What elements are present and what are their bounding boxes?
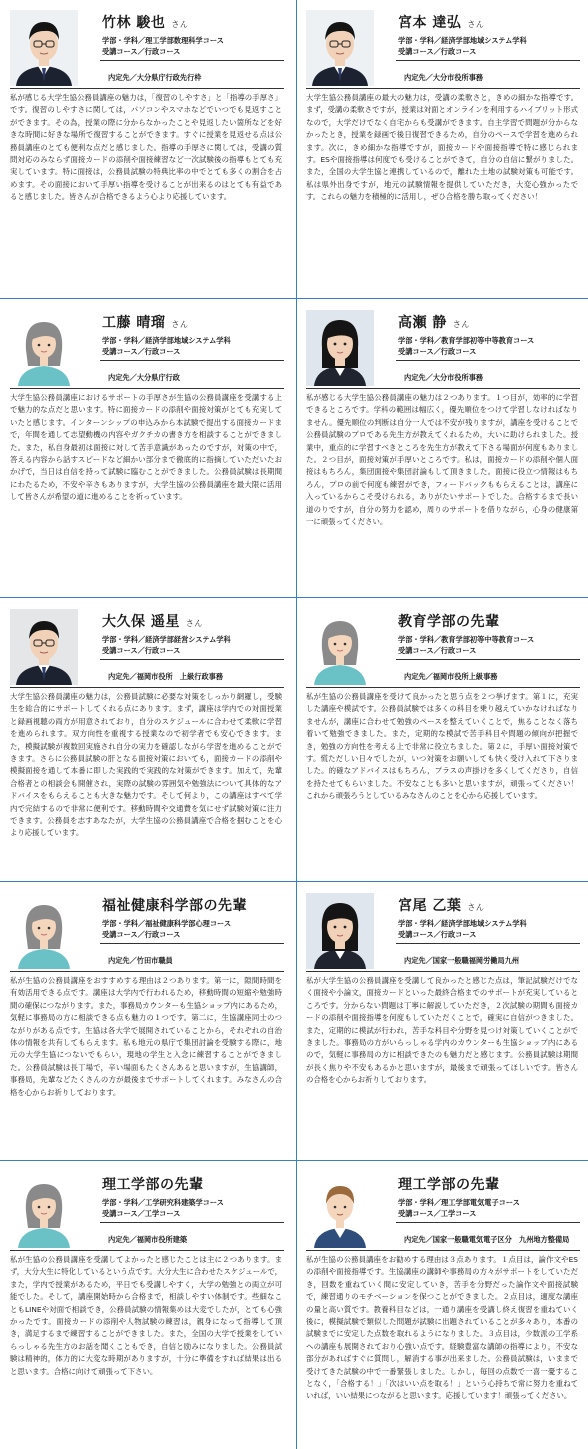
testimonial-text: 私が生協の公務員講座をお勧めする理由は３点あります。１点目は，論作文やESの添削や面接指導です。生協講座の講師や事務局の方々がサポートをしていただき，回数を重ねていく間に安定していき，苦手を分野だった論作文や面接試験で，練習通りのモチベーションを保つことができました。２点目は，適度な講座の量と高い質です。教養科目などは，一通り講座を受講し終え復習を重ねていく後に，模擬試験で類似した問題が試験に出題されていることが多々あり，本番の試験までに安定した点数を取れるようになりました。３点目は，少数派の工学系への講座も展開されており心強い点です。経験豊富な講師の指導により，不安な部分があればすぐに質問し，解消する事が出来ました。公務員試験は，いままで受けてきた試験の中で一番緊張しました。しかし，毎回の点数で一喜一憂することなく，「合格する！」「次はいい点を取る！」という心持ちで常に努力を重ねていれば，いい結果につながると思います。応援しています！頑張ってください。 — [306, 1255, 578, 1401]
testimonial-text: 私が生協の公務員講座を受けて良かったと思う点を２つ挙げます。第１に，充実した講座や模試です。公務員試験では多くの科目を乗り越えていかなければなりませんが，講座に合わせて勉強のペースを整えていくことで，焦ることなく落ち着いて勉強できました。また，定期的な模試で苦手科目や問題の傾向が把握でき，勉強の方向性を考える上で非常に役立ちました。第２に，手厚い面接対策です。慌ただしい日々でしたが，いつ対策をお願いしても快く受け入れて下さりました。的確なアドバイスはもちろん，プラスの声掛けを多くしてくださり，自信を持たせてもらいました。不安なことも多いと思いますが，頑張ってください！これから頑張ろうとしているみなさんのことを心から応援しています。 — [306, 692, 578, 801]
portrait-photo — [306, 10, 374, 86]
testimonial-card — [4, 1164, 288, 1447]
divider — [100, 659, 284, 660]
column-divider — [296, 0, 297, 1449]
course-label: 受講コース／行政コース — [102, 47, 181, 56]
person-name: 教育学部の先輩 — [398, 614, 500, 630]
portrait-photo — [306, 310, 374, 386]
person-name: 理工学部の先輩 — [102, 1177, 204, 1193]
person-name: 竹林 駿也 さん — [102, 15, 189, 31]
course-label: 受講コース／行政コース — [398, 646, 477, 655]
person-name: 宮尾 乙葉 さん — [398, 898, 485, 914]
portrait-photo — [10, 10, 78, 86]
course-label: 受講コース／工学コース — [102, 1209, 181, 1218]
person-name: 理工学部の先輩 — [398, 1177, 500, 1193]
avatar-illustration — [10, 1172, 78, 1248]
divider — [306, 88, 580, 89]
job-offer-label: 内定先／大分県庁行政 — [108, 373, 180, 382]
divider — [396, 943, 580, 944]
person-name: 大久保 遥星 さん — [102, 614, 203, 630]
course-label: 受講コース／工学コース — [398, 1209, 477, 1218]
testimonial-card — [300, 1164, 584, 1447]
department-label: 学部・学科／教育学部初等中等教育コース — [398, 336, 535, 345]
job-offer-label: 内定先／大分県庁行政先行枠 — [108, 73, 202, 82]
avatar-illustration — [306, 1172, 374, 1248]
department-label: 学部・学科／理工学部電気電子コース — [398, 1198, 520, 1207]
divider — [396, 60, 580, 61]
person-name: 宮本 達弘 さん — [398, 15, 485, 31]
testimonial-card — [4, 302, 288, 594]
course-label: 受講コース／行政コース — [398, 930, 477, 939]
divider — [306, 1250, 580, 1251]
divider — [100, 360, 284, 361]
job-offer-label: 内定先／国家一般職福岡労働局九州 — [404, 956, 520, 965]
department-label: 学部・学科／経済学部地域システム学科 — [398, 36, 527, 45]
testimonial-card — [300, 302, 584, 594]
testimonial-card — [4, 2, 288, 294]
testimonial-card — [300, 601, 584, 879]
honorific: さん — [467, 903, 485, 912]
honorific: さん — [452, 320, 470, 329]
divider — [396, 360, 580, 361]
avatar-illustration — [10, 310, 78, 386]
testimonial-text: 私が感じる大学生協公務員講座の魅力は２つあります。１つ目が，効率的に学習できるところです。学科の範囲は幅広く，優先順位をつけて学習しなければなりません。優先順位の判断は自分一人では不安が残りますが，講座を受けることで公務員試験のプロである先生方が教えてくれるため，大いに助けられました。授業中，重点的に学習すべきところを先生方が教えて下さる場面が何度もありました。２つ目が，面接対策が手厚いところです。私は，面接カードの添削や個人面接はもちろん，集団面接や集団討論もして頂きました。面接に役立つ情報はもちろん，プロの前で何度も練習ができ，フィードバックももらえることは，講座に入っているからこそ受けられる，ありがたいサポートでした。合格するまで長い道のりですが，自分の努力を認め，周りのサポートを借りながら，心身の健康第一に頑張ってください。 — [306, 393, 578, 527]
divider — [100, 1222, 284, 1223]
divider — [396, 1222, 580, 1223]
department-label: 学部・学科／経済学部地域システム学科 — [102, 336, 231, 345]
job-offer-label: 内定先／福岡市役所上級事務 — [404, 672, 498, 681]
divider — [306, 971, 580, 972]
divider — [10, 971, 284, 972]
department-label: 学部・学科／工学研究科建築学コース — [102, 1198, 224, 1207]
course-label: 受講コース／行政コース — [102, 646, 181, 655]
testimonial-card — [300, 885, 584, 1158]
person-name: 福祉健康科学部の先輩 — [102, 898, 247, 914]
course-label: 受講コース／行政コース — [102, 347, 181, 356]
testimonial-text: 私が感じる大学生協公務員講座の魅力は，「復習のしやすさ」と「指導の手厚さ」です。復習のしやすさに関しては，パソコンやスマホなどでいつでも見返すことができます。その為，授業の際に分からなかったことや見返したい箇所などを好きな時間に好きな場所で復習することができます。すぐに授業を見返せる点は公務員講座のとても便利な点だと感じました。指導の手厚さに関しては，受講の質問対応のみならず面接カードの添削や面接練習など一次試験後の指導もとても充実しています。特に面接は，公務員試験の特典比率の中でとても多くの割合を占めます。その面接において手厚い指導を受けることが出来るのはとても有益であると感じました。皆さんが合格できるよう心より応援しています。 — [10, 93, 282, 202]
divider — [10, 388, 284, 389]
testimonial-card — [4, 601, 288, 879]
job-offer-label: 内定先／福岡市役所建築 — [108, 1235, 188, 1244]
row-divider — [0, 1160, 588, 1161]
person-name: 工藤 晴瑠 さん — [102, 315, 189, 331]
job-offer-label: 内定先／福岡市役所 上級行政事務 — [108, 672, 224, 681]
honorific: さん — [171, 20, 189, 29]
row-divider — [0, 881, 588, 882]
testimonial-text: 大学生協公務員講座の魅力は，公務員試験に必要な対策をしっかり網羅し，受験生を総合的にサポートしてくれる点にあります。まず，講座は学内での対面授業と録画視聴の両方が用意されており，自分のスケジュールに合わせて柔軟に学習を進められます。双方向性を重視する授業なので初学者でも安心できます。また，模擬試験が複数回実施され自分の実力を確認しながら学習を進めることができます。さらに公務員試験の肝となる面接対策においても，面接カードの添削や模擬面接を通して本番に即した実践的で実践的な対策ができます。加えて，先輩合格者との相談会も開催され，実際の試験の雰囲気や勉強法について具体的なアドバイスをもらえることも大きな魅力です。そして何より，この講座はすべて学内で完結するので非常に便利です。移動時間や交通費を気にせず試験対策に注力できます。公務員を志すあなたが，大学生協の公務員講座で合格を掴むことを心より応援しています。 — [10, 692, 282, 838]
department-label: 学部・学科／福祉健康科学部心理コース — [102, 919, 232, 928]
job-offer-label: 内定先／大分市役所事務 — [404, 373, 484, 382]
row-divider — [0, 298, 588, 299]
divider — [10, 88, 284, 89]
divider — [10, 1250, 284, 1251]
course-label: 受講コース／行政コース — [102, 930, 181, 939]
testimonial-text: 私が生協の公務員講座をおすすめする理由は２つあります。第一に，隙間時間を有効活用できる点です。講座は大学内で行われるため，移動時間の短縮や勉強時間の確保につながります。また，事務局カウンターも生協ショップ内にあるため，気軽に事務局の方に相談できる点も魅力の１つです。第二に，生協講座同士のつながりがある点です。生協は各大学で展開されていることから，それぞれの自治体の情報を共有してもらえます。私も地元の県庁で集団討論を受験する際に，地元の大学生協につないでもらい，現地の学生と入念に練習することができました。公務員試験は長丁場で，辛い場面もたくさんあると思いますが，生協講師，事務局，先輩などたくさんの方が最後までサポートしてくれます。みなさんの合格を心からお祈りしております。 — [10, 976, 282, 1097]
divider — [306, 388, 580, 389]
divider — [10, 687, 284, 688]
divider — [306, 687, 580, 688]
job-offer-label: 内定先／国家一般職電気電子区分 九州地方整備局 — [404, 1235, 570, 1244]
testimonial-text: 大学生協公務員講座におけるサポートの手厚さが生協の公務員講座を受講する上で魅力的な点だと思います。特に面接カードの添削や面接対策がとても充実していたと感じます。インターンシップの申込みから本試験で提出する面接カードまで，年間を通して志望動機の内容やガクチカの書き方を相談することができました。また，私自身最初は面接に対して苦手意識があったのですが，対策の中で，答える内容から話すスピードなど細かい部分まで徹底的に指摘していただいたおかげで，当日は自信を持って試験に臨むことができました。公務員試験は長期間にわたるため，不安や辛さもありますが，大学生協の公務員講座を最大限に活用して皆さんが希望の道に進めることを祈っています。 — [10, 393, 282, 502]
testimonial-text: 私が大学生協の公務員講座を受講して良かったと感じた点は，筆記試験だけでなく面接や小論文，面接カードといった最終合格までのサポートが充実しているところです。分からない問題は丁寧に解説していただき，２次試験の期間も面接カードの添削や面接指導を何度もしていただくことで，確実に自信がつきました。また，定期的に模試が行われ，苦手な科目や分野を見つけ対策していくことができました。事務局の方がいらっしゃる学内のカウンターも生協ショップ内にあるので，気軽に事務局の方に相談できたのも魅力だと感じます。公務員試験は期間が長く焦りや不安もあるかと思いますが，最後まで頑張ってほしいです。皆さんの合格を心からお祈りしております。 — [306, 976, 578, 1085]
portrait-photo — [10, 609, 78, 685]
testimonial-card — [300, 2, 584, 294]
avatar-illustration — [10, 893, 78, 969]
department-label: 学部・学科／経済学部経営システム学科 — [102, 635, 231, 644]
testimonial-card — [4, 885, 288, 1158]
testimonial-text: 大学生協公務員講座の最大の魅力は，受講の柔軟さと，きめの細かな指導です。まず，受講の柔軟さですが，授業は対面とオンラインを利用するハイブリット形式なので，大学だけでなく自宅からも受講ができます。自主学習で問題が分からなかったとき，授業を録画で後日復習できるため，自分のペースで学習を進められます。次に，きめ細かな指導ですが，面接カードや面接指導で特に感じられます。ESや面接指導は何度でも受けることができて，自分の自信に繋がりました。また，全国の大学生協と連携しているので，離れた土地の試験対策も可能です。私は県外出身ですが，地元の試験情報を提供していただき，大変心強かったです。これらの魅力を積極的に活用し，ぜひ合格を勝ち取ってください！ — [306, 93, 578, 202]
honorific: さん — [185, 619, 203, 628]
testimonial-text: 私が生協の公務員講座を受講してよかったと感じたことは主に２つあります。まず，大分大生に特化しているという点です。大分大生に合わせたスケジュールで，また，学内で授業があるため，平日でも受講しやすく，大学の勉強との両立が可能でした。そして，講座開始時から合格まで，相談しやすい体制です。些細なこともLINEや対面で相談でき，公務員試験の情報集めは大変でしたが，とても心強かったです。面接カードの添削や人物試験の練習は，親身になって指導して頂き，満足するまで練習することができました。また，全国の大学で授業をしていらっしゃる先生方のお話を聞くこともでき，自信と励みになりました。公務員試験は精神的，体力的に大変な時期がありますが，十分に準備をすれば結果は出ると思います。合格に向けて頑張って下さい。 — [10, 1255, 282, 1376]
department-label: 学部・学科／理工学部数理科学コース — [102, 36, 224, 45]
department-label: 学部・学科／教育学部初等中等教育コース — [398, 635, 535, 644]
divider — [100, 60, 284, 61]
job-offer-label: 内定先／大分市役所事務 — [404, 73, 484, 82]
department-label: 学部・学科／経済学部地域システム学科 — [398, 919, 527, 928]
divider — [396, 659, 580, 660]
divider — [100, 943, 284, 944]
job-offer-label: 内定先／竹田市職員 — [108, 956, 173, 965]
honorific: さん — [171, 320, 189, 329]
person-name: 高瀬 静 さん — [398, 315, 470, 331]
course-label: 受講コース／行政コース — [398, 347, 477, 356]
portrait-photo — [306, 893, 374, 969]
honorific: さん — [467, 20, 485, 29]
row-divider — [0, 597, 588, 598]
avatar-illustration — [306, 609, 374, 685]
course-label: 受講コース／行政コース — [398, 47, 477, 56]
